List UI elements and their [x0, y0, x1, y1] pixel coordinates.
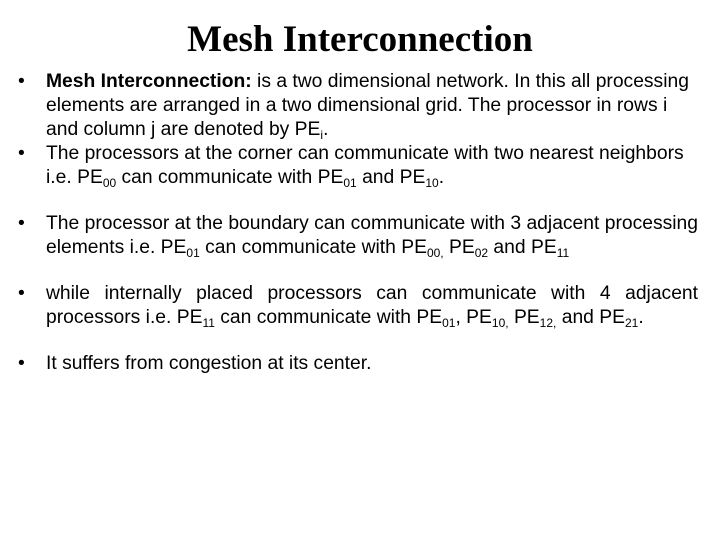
bullet-list [18, 70, 698, 376]
bullet-icon: • [18, 213, 25, 234]
term-label: Mesh Interconnection: [46, 71, 252, 92]
bullet-item-congestion: • It suffers from congestion at its center. [18, 353, 372, 374]
bullet-icon: • [18, 283, 25, 304]
bullet-item-internal: • while internally placed processors can communicate with 4 adjacent processors i.e. $PE_{11}$ can communicate with $PE_{01}$, $PE_{10,}$ $PE_{12,}$ and $PE_{21}$. [18, 283, 698, 330]
slide-title: Mesh Interconnection [187, 19, 533, 60]
bullet-item-definition: • Mesh Interconnection: is a two dimensional network. In this all processing elements are arranged in a two dimensional grid. The processor in rows i and column j are denoted by $PE_i$. [18, 71, 689, 142]
bullet-icon: • [18, 143, 25, 164]
bullet-item-boundary: • The processor at the boundary can communicate with 3 adjacent processing elements i.e. $PE_{01}$ can communicate with $PE_{00,}$ $PE_{02}$ and $PE_{11}$ [18, 213, 698, 260]
bullet-item-corner: • The processors at the corner can communicate with two nearest neighbors i.e. $PE_{00}$ can communicate with $PE_{01}$ and $PE_{10}$. [18, 143, 684, 190]
bullet-icon: • [18, 71, 25, 92]
bullet-icon: • [18, 353, 25, 374]
